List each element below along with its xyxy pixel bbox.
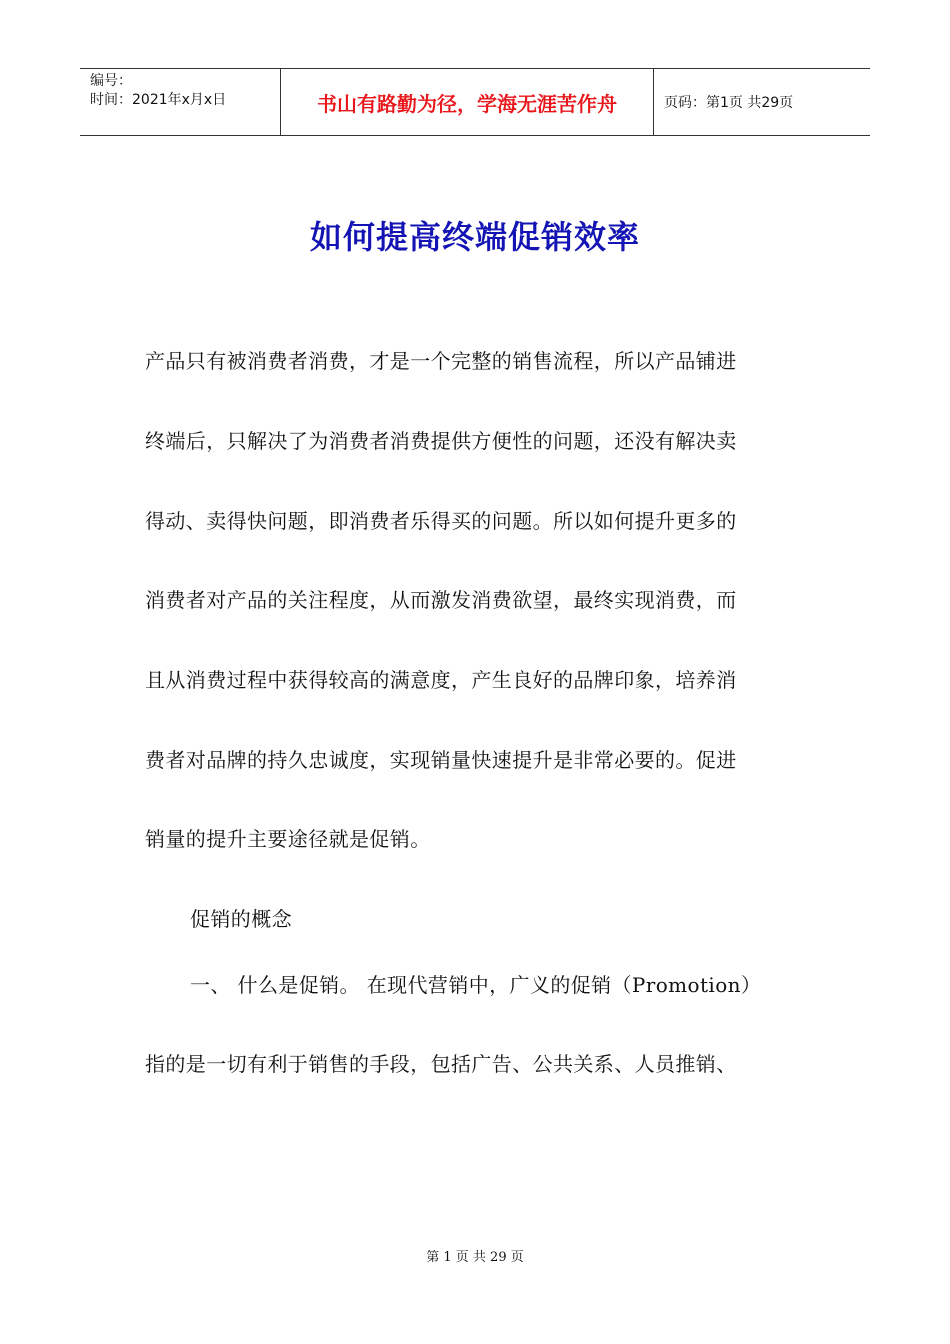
page-info: 页码：第1页 共29页: [664, 95, 794, 111]
body-line: 且从消费过程中获得较高的满意度，产生良好的品牌印象，培养消: [145, 668, 737, 692]
header-info-cell: [80, 69, 281, 135]
section-heading: 促销的概念: [190, 907, 292, 931]
date-label: 时间：2021年x月x日: [90, 92, 227, 108]
document-header: [80, 68, 870, 136]
body-line: 得动、卖得快问题，即消费者乐得买的问题。所以如何提升更多的: [145, 509, 737, 533]
page-footer: 第 1 页 共 29 页: [426, 1250, 524, 1265]
number-label: 编号：: [90, 73, 132, 89]
header-motto-cell: [281, 69, 654, 135]
header-page-cell: [654, 69, 870, 135]
document-title: 如何提高终端促销效率: [309, 218, 640, 256]
body-line: 产品只有被消费者消费，才是一个完整的销售流程，所以产品铺进: [145, 349, 737, 373]
body-line: 消费者对产品的关注程度，从而激发消费欲望，最终实现消费，而: [145, 588, 737, 612]
body-line: 一、 什么是促销。 在现代营销中，广义的促销（Promotion）: [190, 973, 762, 997]
motto-text: 书山有路勤为径，学海无涯苦作舟: [317, 91, 617, 116]
body-line: 指的是一切有利于销售的手段，包括广告、公共关系、人员推销、: [145, 1052, 737, 1076]
body-line: 销量的提升主要途径就是促销。: [145, 827, 431, 851]
body-line: 终端后，只解决了为消费者消费提供方便性的问题，还没有解决卖: [145, 429, 737, 453]
body-line: 费者对品牌的持久忠诚度，实现销量快速提升是非常必要的。促进: [145, 748, 737, 772]
